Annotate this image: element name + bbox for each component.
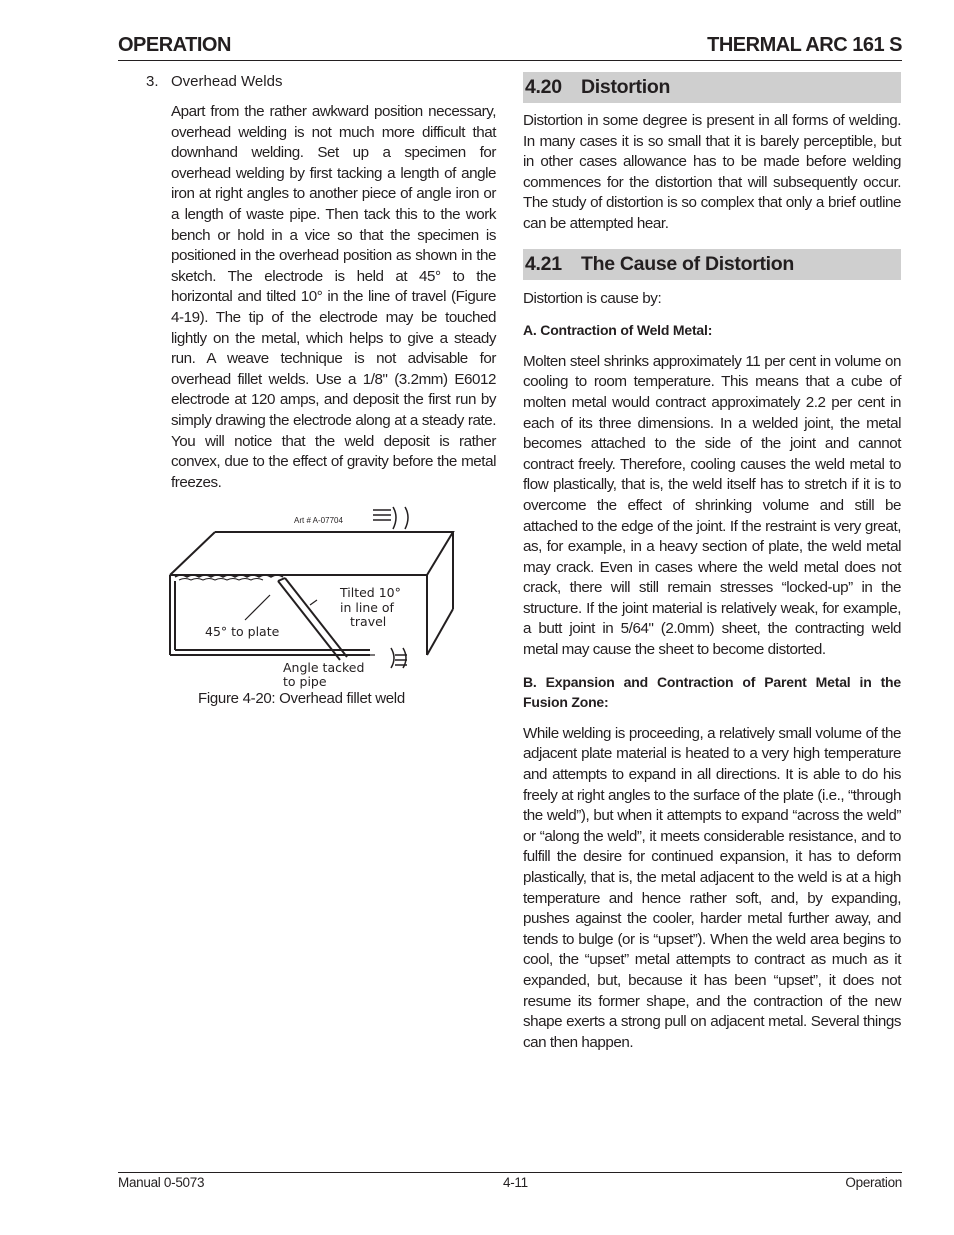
footer-page-number: 4-11 (503, 1175, 528, 1190)
section-spacer (523, 235, 901, 249)
overhead-fillet-weld-figure (165, 505, 465, 690)
overhead-welds-paragraph: Apart from the rather awkward position necessary, overhead welding is not much more difficult that downhand welding. Set up a specimen for overhead welding by first tacking a length of angle iron at right angles to another piece of angle iron or a length of waste pipe. Then tack this to the work bench or hold in a vice so that the specimen is positioned in the overhead position as shown in the sketch. The electrode is held at 45° to the horizontal and tilted 10° in the line of travel (Figure 4-19). The tip of the electrode may be touched lightly on the metal, which helps to give a steady run. A weave technique is not advisable for overhead fillet welds. Use a 1/8" (3.2mm) E6012 electrode at 120 amps, and deposit the first run by simply drawing the electrode along at a steady rate. You will notice that the weld deposit is rather convex, due to the effect of gravity before the metal freezes. (171, 103, 496, 491)
distortion-paragraph: Distortion in some degree is present in all forms of welding. In many cases it is so small that it is barely perceptible, but in other cases allowance has to be made before welding commences for the distortion that will subsequently occur. The study of distortion is so complex that only a brief outline can be attempted hear. (523, 112, 901, 232)
tacked-label-line2: to pipe (283, 674, 327, 689)
expansion-paragraph: While welding is proceeding, a relatively small volume of the adjacent plate material is heated to a very high temperature and attempts to expand in all directions. It is able to do his freely at right angles to the surface of the plate (i.e., “through the weld”), but when it attempts to expand “across the weld” or “along the weld”, it meets considerable resistance, and to fulfill the desire for continued expansion, it has to deform plastically, that is, the metal adjacent to the weld is at a high temperature and hence rather soft, and, by expanding, pushes against the cooler, harder metal further away, and tends to bulge (or is “upset”). When the weld area begins to cool, the “upset” metal attempts to contract as much as it expanded, but, because it has been “upset”, it does not resume its former shape, and the contraction of the new shape exerts a strong pull on adjacent metal. Several things can then happen. (523, 724, 901, 1051)
list-item-number: 3. (146, 73, 159, 90)
section-heading-4-20 (523, 72, 901, 103)
subheading-b: B. Expansion and Contraction of Parent Metal in the Fusion Zone: (523, 673, 901, 711)
tilted-label-line2: in line of (340, 600, 394, 615)
header-product-title: THERMAL ARC 161 S (707, 34, 902, 56)
tacked-label-line1: Angle tacked (283, 660, 365, 675)
right-column (523, 72, 901, 1053)
section-number: 4.21 (525, 252, 562, 275)
angle-label: 45° to plate (205, 624, 280, 639)
section-number: 4.20 (525, 76, 562, 98)
subheading-a: A. Contraction of Weld Metal: (523, 322, 713, 339)
footer-rule (118, 1172, 902, 1173)
left-column (146, 70, 496, 493)
list-item-title: Overhead Welds (171, 73, 283, 90)
header-rule (118, 60, 902, 61)
overhead-weld-sketch (165, 505, 465, 690)
art-number-label: Art # A-07704 (294, 516, 343, 525)
section-heading-4-21 (523, 249, 901, 280)
figure-caption: Figure 4-20: Overhead fillet weld (198, 690, 405, 707)
section-title: The Cause of Distortion (581, 252, 795, 275)
header-section-title: OPERATION (118, 34, 231, 56)
section-title: Distortion (581, 76, 671, 98)
list-item-heading (146, 72, 496, 92)
tilted-label-line3: travel (350, 614, 387, 629)
footer-manual-number: Manual 0-5073 (118, 1175, 205, 1190)
contraction-paragraph: Molten steel shrinks approximately 11 per cent in volume on cooling to room temperature. This means that a cube of molten metal would contract approximately 2.2 per cent in each of its three dimensions. In a welded joint, the metal becomes attached to the side of the joint and cannot contract freely. Therefore, cooling causes the weld metal to flow plastically, that is, the weld itself has to stretch if it is to overcome the effect of shrinking volume and still be attached to the edge of the joint. If the restraint is very great, as, for example, in a heavy section of plate, the weld metal may crack. Even in cases where the weld metal does not crack, there will still remain stresses “locked-up” in the structure. If the joint material is relatively weak, for example, a butt joint in 5/64" (2.0mm) sheet, the contracting weld metal may cause the sheet to become distorted. (523, 352, 901, 659)
tilted-label-line1: Tilted 10° (340, 585, 401, 600)
cause-intro: Distortion is cause by: (523, 289, 662, 307)
footer-section-name: Operation (845, 1175, 902, 1190)
